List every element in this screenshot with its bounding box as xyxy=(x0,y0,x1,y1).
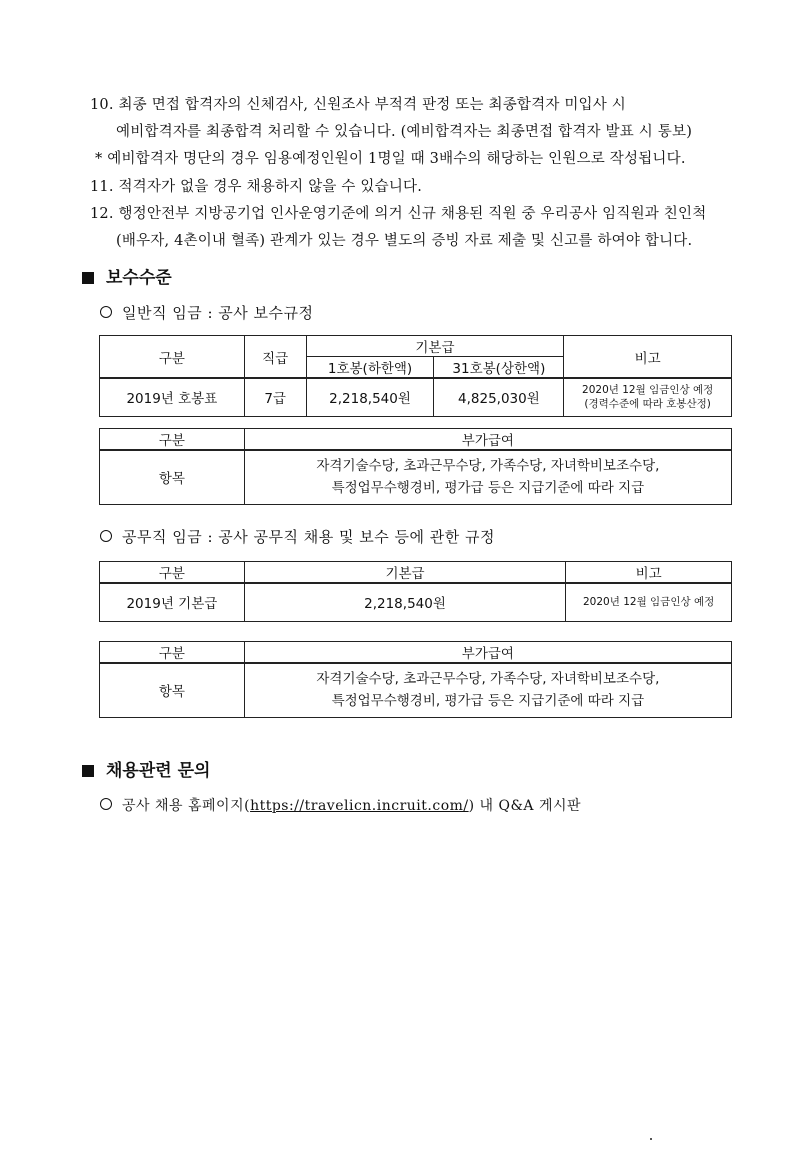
header-step31: 31호봉(상한액) xyxy=(434,357,564,379)
civil-row-base-pay: 2,218,540원 xyxy=(244,583,565,621)
section-title-pay: 보수수준 xyxy=(82,263,172,288)
row-step31: 4,825,030원 xyxy=(434,378,564,416)
civil-allowance-items xyxy=(244,663,731,717)
general-pay-table xyxy=(99,335,732,417)
square-bullet-icon xyxy=(82,765,94,777)
notice-12-line2: (배우자, 4촌이내 혈족) 관계가 있는 경우 별도의 증빙 자료 제출 및 신고를 하여야 합니다. xyxy=(116,233,693,249)
row-remarks-line2: (경력수준에 따라 호봉산정) xyxy=(584,398,711,411)
circle-bullet-icon xyxy=(100,798,112,810)
civil-header-remarks: 비고 xyxy=(566,562,732,584)
notice-10-line1: 10. 최종 면접 합격자의 신체검사, 신원조사 부적격 판정 또는 최종합격자 미입사 시 xyxy=(90,97,626,113)
inquiry-line: 공사 채용 홈페이지(https://travelicn.incruit.com/) 내 Q&A 게시판 xyxy=(100,795,581,815)
header-category: 구분 xyxy=(100,336,245,379)
header-grade: 직급 xyxy=(244,336,306,379)
civil-allowance-table xyxy=(99,641,732,718)
section-title-inquiry: 채용관련 문의 xyxy=(82,756,210,781)
row-remarks-line1: 2020년 12월 임금인상 예정 xyxy=(582,384,714,397)
row-remarks xyxy=(564,378,732,416)
row-grade: 7급 xyxy=(244,378,306,416)
allowance-items-line2: 특정업무수행경비, 평가급 등은 지급기준에 따라 지급 xyxy=(331,480,645,497)
recruit-homepage-link[interactable]: https://travelicn.incruit.com/ xyxy=(250,798,469,814)
circle-bullet-icon xyxy=(100,530,112,542)
row-category: 2019년 호봉표 xyxy=(100,378,245,416)
civil-pay-table xyxy=(99,561,732,622)
allowance-header-category: 구분 xyxy=(100,429,245,451)
subtitle-general-pay: 일반직 임금 : 공사 보수규정 xyxy=(100,302,314,323)
civil-row-category: 2019년 기본급 xyxy=(100,583,245,621)
civil-allowance-items-line1: 자격기술수당, 초과근무수당, 가족수당, 자녀학비보조수당, xyxy=(316,671,660,688)
header-remarks: 비고 xyxy=(564,336,732,379)
civil-row-remarks: 2020년 12월 임금인상 예정 xyxy=(566,583,732,621)
allowance-items-line1: 자격기술수당, 초과근무수당, 가족수당, 자녀학비보조수당, xyxy=(316,458,660,475)
notice-reserve-note: * 예비합격자 명단의 경우 임용예정인원이 1명일 때 3배수의 해당하는 인원으로 작성됩니다. xyxy=(95,151,686,167)
allowance-items xyxy=(244,450,731,504)
notice-12-line1: 12. 행정안전부 지방공기업 인사운영기준에 의거 신규 채용된 직원 중 우리공사 임직원과 친인척 xyxy=(90,206,707,222)
row-step1: 2,218,540원 xyxy=(306,378,434,416)
square-bullet-icon xyxy=(82,272,94,284)
header-base-pay: 기본급 xyxy=(306,336,564,357)
allowance-row-label: 항목 xyxy=(100,450,245,504)
circle-bullet-icon xyxy=(100,306,112,318)
allowance-header-allowance: 부가급여 xyxy=(244,429,731,451)
notice-11: 11. 적격자가 없을 경우 채용하지 않을 수 있습니다. xyxy=(90,179,423,195)
subtitle-civil-pay: 공무직 임금 : 공사 공무직 채용 및 보수 등에 관한 규정 xyxy=(100,526,495,547)
scan-speck xyxy=(650,1138,652,1140)
civil-header-base-pay: 기본급 xyxy=(244,562,565,584)
civil-allowance-row-label: 항목 xyxy=(100,663,245,717)
header-step1: 1호봉(하한액) xyxy=(306,357,434,379)
civil-header-category: 구분 xyxy=(100,562,245,584)
civil-allowance-items-line2: 특정업무수행경비, 평가급 등은 지급기준에 따라 지급 xyxy=(331,693,645,710)
civil-allowance-header-category: 구분 xyxy=(100,642,245,664)
notice-10-line2: 예비합격자를 최종합격 처리할 수 있습니다. (예비합격자는 최종면접 합격자 발표 시 통보) xyxy=(116,124,693,140)
general-allowance-table xyxy=(99,428,732,505)
civil-allowance-header-allowance: 부가급여 xyxy=(244,642,731,664)
